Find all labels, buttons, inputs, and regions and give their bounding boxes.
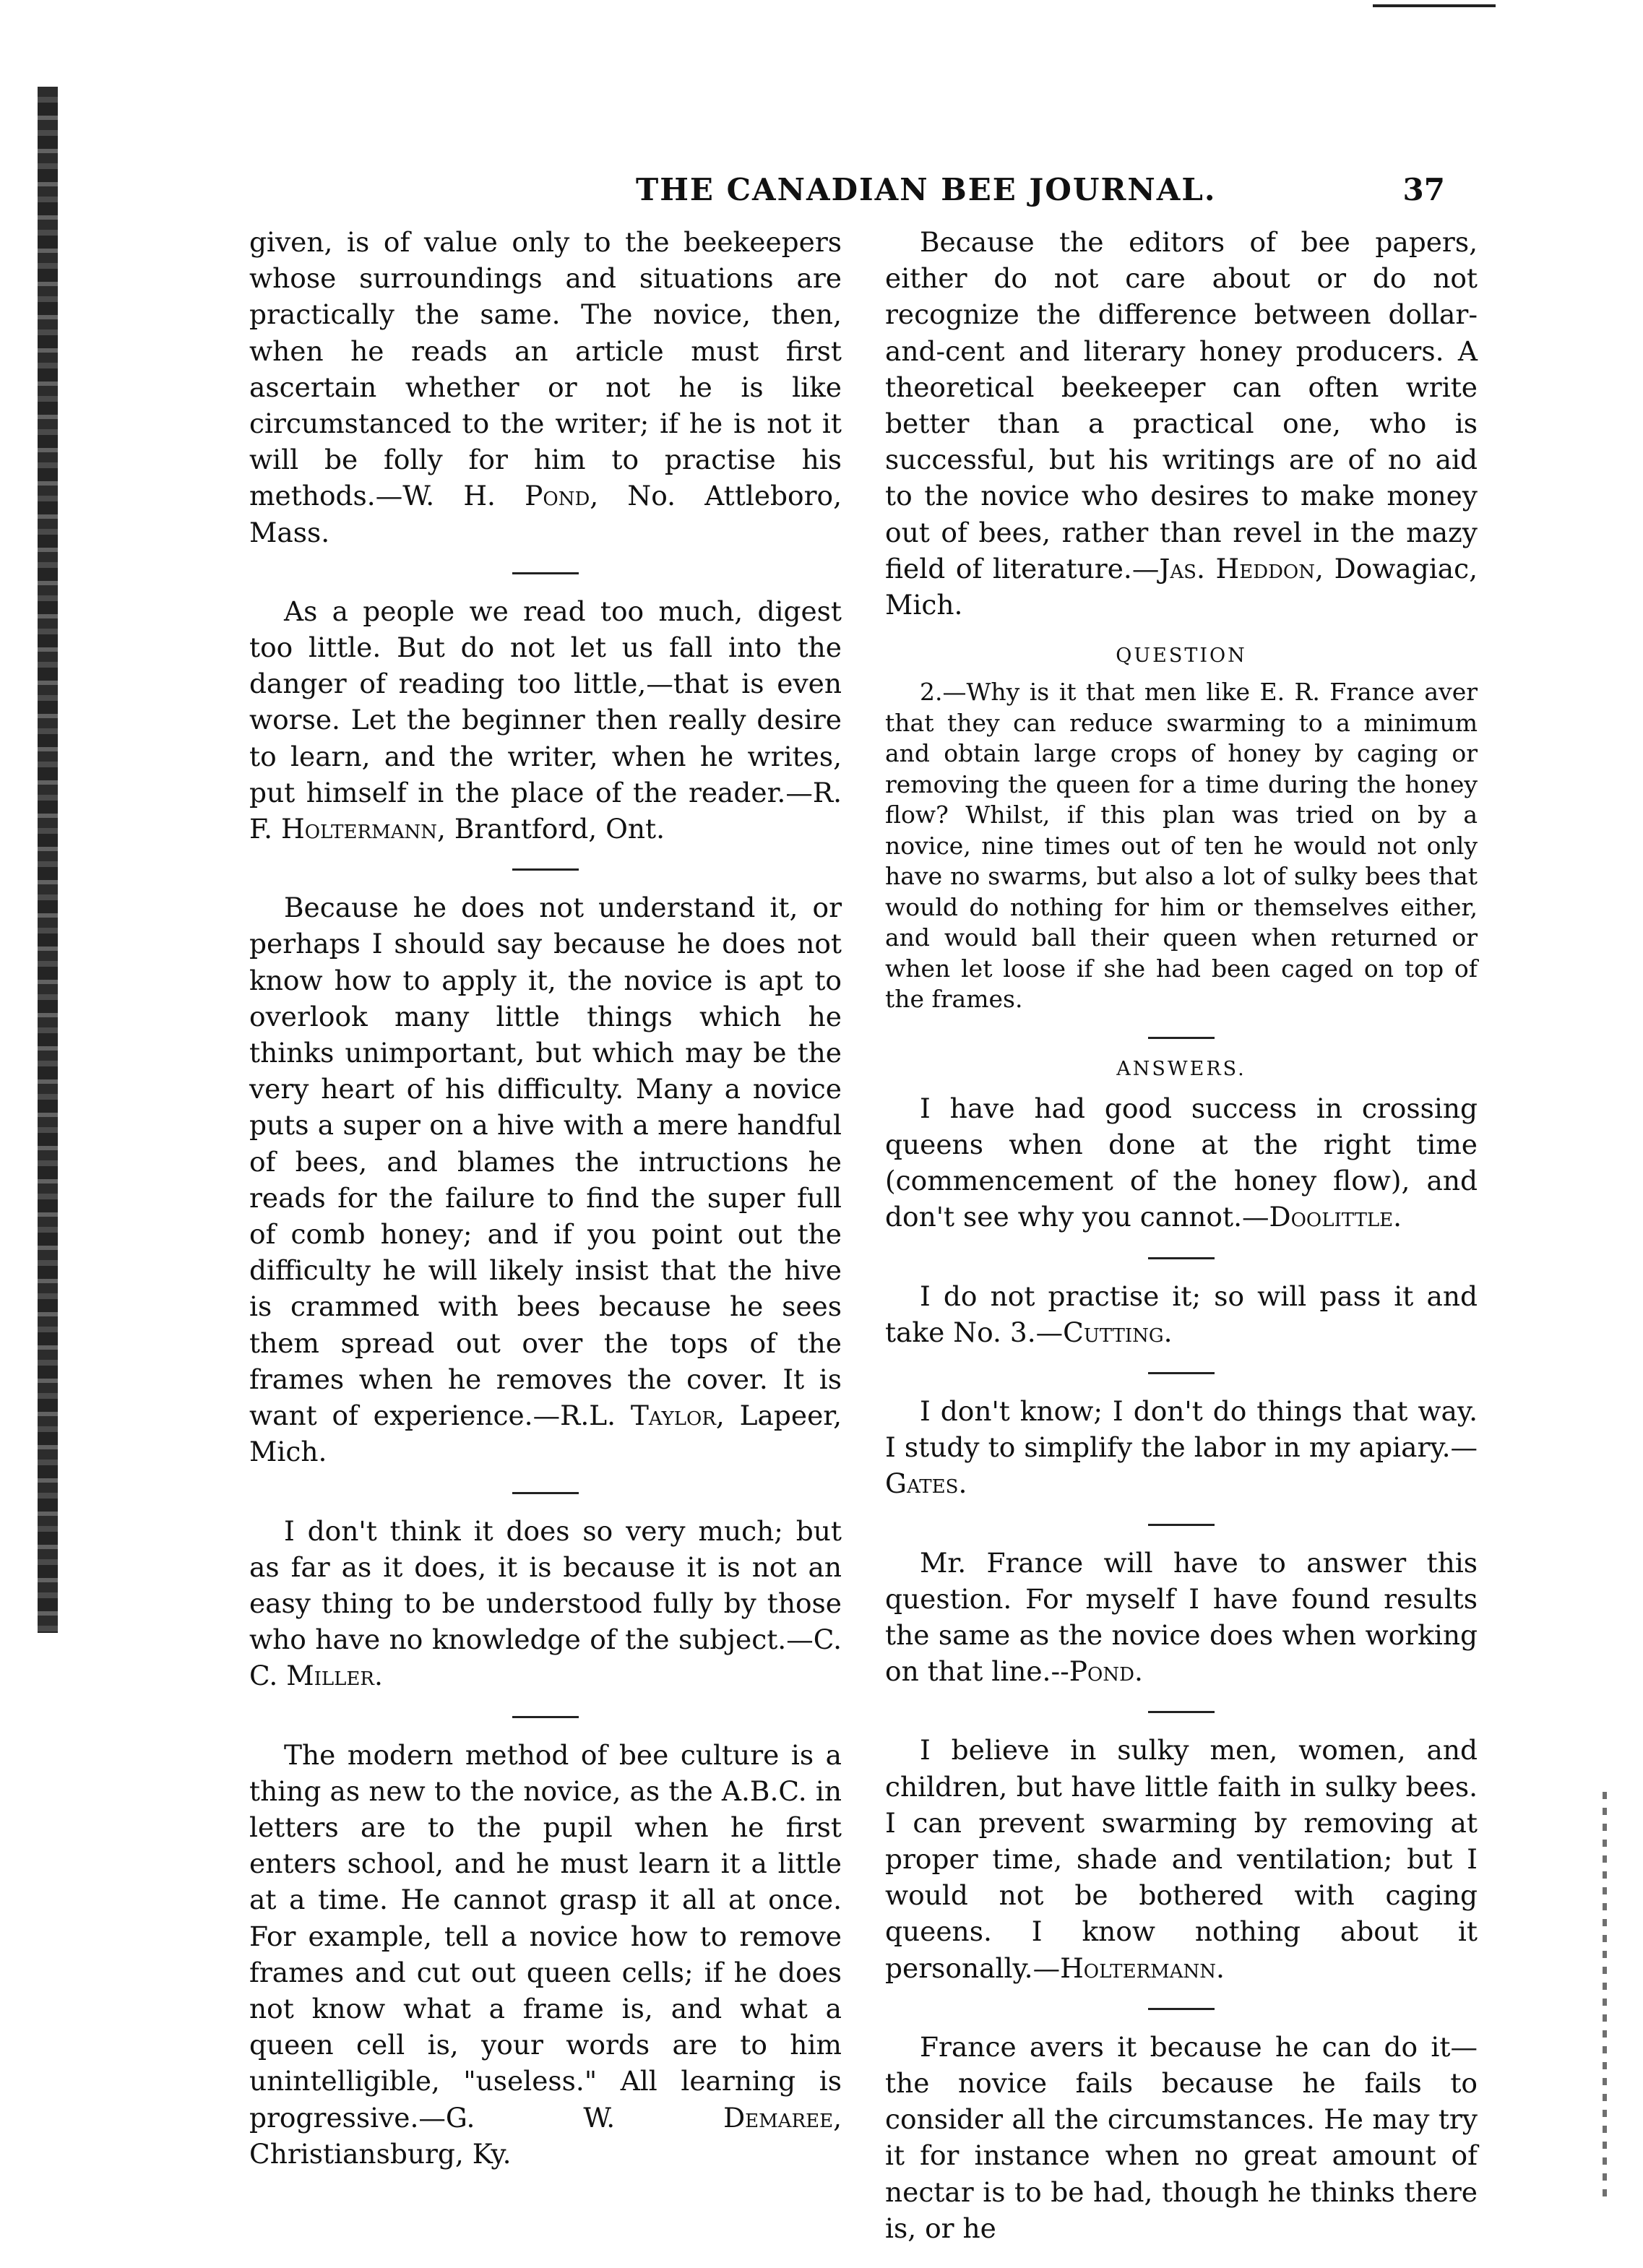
author: —C. C. Miller. bbox=[249, 1624, 842, 1692]
author: —R.L. Taylor, bbox=[532, 1400, 725, 1432]
answer-demaree: The modern method of bee culture is a thing as new to the novice, as the A.B.C. in letters are to the pupil when he first enters school, and he must learn it a little at a time. He cannot grasp it all at once. For example, tell a novice how to remove frames and cut out queen cells; if he does not know what a frame is, and what a queen cell is, your words are to him unintelligible, "useless." All learning is progressive.—G. W. Demaree, Christiansburg, Ky. bbox=[249, 1738, 842, 2170]
author: —Jas. Heddon, bbox=[1131, 552, 1324, 585]
separator-rule bbox=[1148, 2008, 1215, 2010]
author: —W. H. Pond, bbox=[375, 480, 599, 512]
author: —G. W. Demaree, bbox=[418, 2101, 842, 2134]
answer-holtermann-2: I believe in sulky men, women, and children, but have little faith in sulky bees. I can prevent swarming by removing at proper time, shade and ventilation; but I would not be bothered with caging queens. I know nothing about it personally.—Holtermann. bbox=[885, 1734, 1478, 1984]
journal-title: THE CANADIAN BEE JOURNAL. bbox=[636, 172, 1217, 207]
running-head bbox=[636, 172, 1445, 215]
author: —Doolittle. bbox=[1242, 1201, 1402, 1233]
answer-pond: given, is of value only to the beekeepers whose surroundings and situations are practically the same. The novice, then, when he reads an article must first ascertain whether or not he is like circumstanced to the writer; if he is not it will be folly for him to practise his methods.—W. H. Pond, No. Attleboro, Mass. bbox=[249, 226, 842, 548]
separator-rule bbox=[1148, 1711, 1215, 1713]
separator-rule bbox=[1148, 1524, 1215, 1526]
author: --Pond. bbox=[1051, 1655, 1143, 1688]
page-number: 37 bbox=[1402, 172, 1445, 207]
separator-rule bbox=[512, 868, 579, 871]
author: —Cutting. bbox=[1035, 1316, 1173, 1348]
author: —R. F. Holtermann, bbox=[249, 776, 842, 845]
answers-heading: ANSWERS. bbox=[1116, 1057, 1246, 1080]
location: Brantford, Ont. bbox=[454, 813, 665, 845]
location: Christiansburg, Ky. bbox=[249, 2137, 512, 2170]
location: Lapeer, Mich. bbox=[249, 1400, 842, 1468]
author: —Holtermann. bbox=[1032, 1952, 1225, 1984]
answer-heddon: Because the editors of bee papers, either do not care about or do not recognize the difference between dollar-and-cent and literary honey producers. A theoretical beekeeper can often write better than a practical one, who is successful, but his writings are of no aid to the novice who desires to make money out of bees, rather than revel in the mazy field of literature.—Jas. Heddon, Dowagiac, Mich. bbox=[885, 226, 1478, 621]
answer-anonymous: France avers it because he can do it—the novice fails because he fails to consider all the circumstances. He may try it for instance when no great amount of nectar is to be had, though he thinks there is, or he bbox=[885, 2030, 1478, 2244]
scan-right-edge bbox=[1603, 1792, 1607, 2196]
question-heading: QUESTION bbox=[1116, 644, 1247, 668]
answer-miller: I don't think it does so very much; but as far as it does, it is because it is not an easy thing to be understood fully by those who have no knowledge of the subject.—C. C. Miller. bbox=[249, 1514, 842, 1692]
answer-pond-2: Mr. France will have to answer this question. For myself I have found results the same as the novice does when working on that line.--Pond. bbox=[885, 1546, 1478, 1688]
left-column bbox=[249, 224, 842, 2194]
separator-rule bbox=[1148, 1257, 1215, 1259]
location: Dowagiac, Mich. bbox=[885, 552, 1478, 621]
answer-holtermann: As a people we read too much, digest too little. But do not let us fall into the danger of reading too little,—that is even worse. Let the beginner then really desire to learn, and the writer, when he writes, put himself in the place of the reader.—R. F. Holtermann, Brantford, Ont. bbox=[249, 595, 842, 845]
separator-rule bbox=[512, 572, 579, 574]
separator-rule bbox=[512, 1492, 579, 1494]
right-column bbox=[885, 224, 1478, 2268]
separator-rule bbox=[512, 1716, 579, 1718]
answer-gates: I don't know; I don't do things that way. I study to simplify the labor in my apiary.—Gates. bbox=[885, 1394, 1478, 1500]
question-text: 2.—Why is it that men like E. R. France aver that they can reduce swarming to a minimum and obtain large crops of honey by caging or removing the queen for a time during the honey flow? Whilst, if this plan was tried on by a novice, nine times out of ten he would not only have no swarms, but also a lot of sulky bees that would do nothing for him or themselves either, and would ball their queen when returned or when let loose if she had been caged on top of the frames. bbox=[885, 678, 1478, 1014]
answer-doolittle: I have had good success in crossing queens when done at the right time (commencement of the honey flow), and don't see why you cannot.—Doolittle. bbox=[885, 1092, 1478, 1233]
answer-taylor: Because he does not understand it, or perhaps I should say because he does not know how to apply it, the novice is apt to overlook many little things which he thinks unimportant, but which may be the very heart of his difficulty. Many a novice puts a super on a hive with a mere handful of bees, and blames the intructions he reads for the failure to find the super full of comb honey; and if you point out the difficulty he will likely insist that the hive is crammed with bees because he sees them spread out over the tops of the frames when he removes the cover. It is want of experience.—R.L. Taylor, Lapeer, Mich. bbox=[249, 892, 842, 1468]
scan-top-mark bbox=[1373, 4, 1496, 7]
scan-binding-edge bbox=[38, 87, 58, 1633]
answer-cutting: I do not practise it; so will pass it and take No. 3.—Cutting. bbox=[885, 1280, 1478, 1348]
separator-rule bbox=[1148, 1372, 1215, 1374]
location: No. Attleboro, Mass. bbox=[249, 480, 842, 548]
author: —Gates. bbox=[885, 1431, 1478, 1500]
separator-rule bbox=[1148, 1037, 1215, 1039]
